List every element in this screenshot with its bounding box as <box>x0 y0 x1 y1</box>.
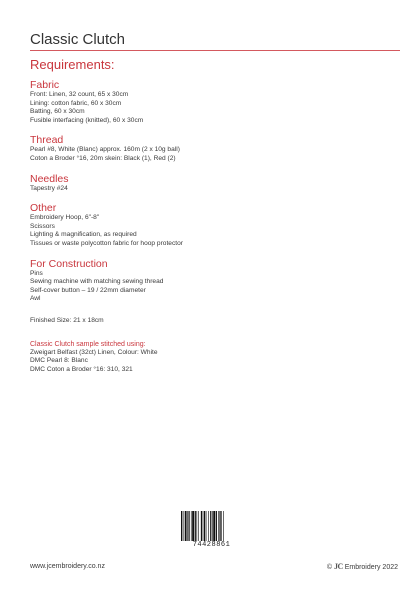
barcode-bar <box>197 511 198 541</box>
barcode-bar <box>221 511 222 541</box>
barcode-bar <box>212 511 213 541</box>
other-heading: Other <box>30 202 57 215</box>
construction-section <box>30 258 400 304</box>
barcode-bar <box>198 511 199 541</box>
construction-heading: For Construction <box>30 257 108 270</box>
other-line: Tissues or waste polycotton fabric for hoop protector <box>30 239 183 247</box>
other-line: Scissors <box>30 222 55 230</box>
barcode-bar <box>206 511 207 541</box>
footer-copyright <box>327 562 398 572</box>
barcode-bar <box>210 511 211 541</box>
barcode <box>180 511 243 550</box>
fabric-line: Fusible interfacing (knitted), 60 x 30cm <box>30 116 144 124</box>
needles-line: Tapestry #24 <box>30 184 68 192</box>
needles-heading: Needles <box>30 172 69 185</box>
sample-line: Zweigart Belfast (32ct) Linen, Colour: White <box>30 348 158 356</box>
thread-line: Coton a Broder °16, 20m skein: Black (1), Red (2) <box>30 154 176 162</box>
barcode-bar <box>223 511 224 541</box>
fabric-line: Lining: cotton fabric, 60 x 30cm <box>30 99 122 107</box>
barcode-bar <box>183 511 184 541</box>
barcode-bar <box>201 511 202 541</box>
barcode-bar <box>204 511 205 541</box>
barcode-bar <box>195 511 196 541</box>
title-divider <box>30 50 400 51</box>
sample-section <box>30 340 400 375</box>
footer-website: www.jcembroidery.co.nz <box>30 563 105 570</box>
thread-section <box>30 134 400 163</box>
fabric-line: Front: Linen, 32 count, 65 x 30cm <box>30 91 129 98</box>
barcode-bar <box>192 511 194 541</box>
finished-size: Finished Size: 21 x 18cm <box>30 316 104 324</box>
barcode-bar <box>218 511 219 541</box>
fabric-section <box>30 79 400 125</box>
barcode-bar <box>191 511 192 541</box>
construction-line: Self-cover button – 19 / 22mm diameter <box>30 286 146 294</box>
construction-line: Pins <box>30 269 43 277</box>
page-title: Classic Clutch <box>30 31 126 48</box>
thread-heading: Thread <box>30 134 64 147</box>
barcode-bar <box>185 511 187 541</box>
sample-line: DMC Coton a Broder °16: 310, 321 <box>30 365 133 373</box>
barcode-bar <box>213 511 215 541</box>
copyright-symbol: © <box>326 564 332 571</box>
sample-line: DMC Pearl 8: Blanc <box>30 357 88 365</box>
fabric-line: Batting, 60 x 30cm <box>30 108 85 116</box>
sample-heading: Classic Clutch sample stitched using: <box>30 340 146 348</box>
needles-section <box>30 173 400 194</box>
fabric-heading: Fabric <box>30 79 60 91</box>
barcode-bar <box>203 511 204 541</box>
barcode-bar <box>216 511 217 541</box>
thread-line: Pearl #8, White (Blanc) approx. 160m (2 x 10g ball) <box>30 146 180 154</box>
barcode-number: 74428861 <box>192 541 231 549</box>
other-section <box>30 202 400 248</box>
barcode-bar <box>208 511 209 541</box>
barcode-bar <box>219 511 220 541</box>
brand-text: Embroidery 2022 <box>344 564 398 571</box>
construction-line: Sewing machine with matching sewing thread <box>30 278 164 286</box>
other-line: Lighting & magnification, as required <box>30 231 137 239</box>
barcode-bar <box>187 511 188 541</box>
barcode-bars <box>180 511 243 541</box>
construction-line: Awl <box>30 295 41 303</box>
requirements-content <box>30 57 400 374</box>
barcode-bar <box>188 511 189 541</box>
jc-logo: JC <box>333 562 343 571</box>
barcode-bar <box>181 511 182 541</box>
requirements-heading: Requirements: <box>30 57 115 72</box>
other-line: Embroidery Hoop, 6"-8" <box>30 214 100 222</box>
